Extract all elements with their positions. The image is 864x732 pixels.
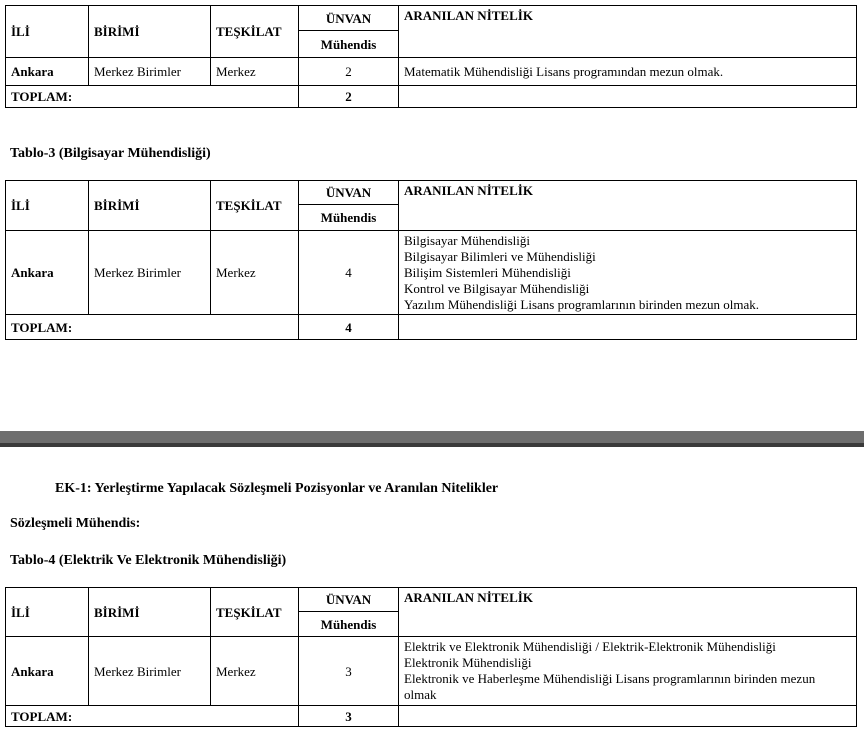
- header-teskilat: TEŞKİLAT: [211, 6, 299, 58]
- total-label: TOPLAM:: [6, 86, 299, 108]
- table-2: [5, 180, 857, 340]
- header-aranilan-nitelik: ARANILAN NİTELİK: [399, 6, 857, 58]
- nitelik-line: Yazılım Mühendisliği Lisans programlarının birinden mezun olmak.: [404, 296, 760, 312]
- table-1: [5, 5, 857, 108]
- cell-count: 4: [299, 231, 399, 315]
- header-ili: İLİ: [6, 6, 89, 58]
- section-subtitle: Sözleşmeli Mühendis:: [10, 516, 141, 531]
- cell-ili: Ankara: [6, 637, 89, 706]
- header-ili: İLİ: [6, 181, 89, 231]
- table-2-title: Tablo-3 (Bilgisayar Mühendisliği): [10, 146, 211, 161]
- nitelik-line: Elektronik ve Haberleşme Mühendisliği Lisans programlarının birinden mezun: [404, 671, 816, 686]
- cell-teskilat: Merkez: [211, 58, 299, 86]
- total-label: TOPLAM:: [6, 706, 299, 727]
- table-3: [5, 587, 857, 727]
- total-empty: [399, 86, 857, 108]
- cell-birimi: Merkez Birimler: [89, 637, 211, 706]
- cell-ili: Ankara: [6, 58, 89, 86]
- total-empty: [399, 706, 857, 727]
- nitelik-line: Kontrol ve Bilgisayar Mühendisliği: [404, 280, 590, 296]
- total-label: TOPLAM:: [6, 315, 299, 340]
- cell-birimi: Merkez Birimler: [89, 58, 211, 86]
- section-title: EK-1: Yerleştirme Yapılacak Sözleşmeli Pozisyonlar ve Aranılan Nitelikler: [55, 481, 499, 496]
- header-muhendis: Mühendis: [299, 205, 399, 231]
- header-teskilat: TEŞKİLAT: [211, 181, 299, 231]
- table-3-title: Tablo-4 (Elektrik Ve Elektronik Mühendisliği): [10, 553, 287, 568]
- page-break-band-shadow: [0, 443, 864, 447]
- header-aranilan-nitelik: ARANILAN NİTELİK: [399, 181, 857, 231]
- cell-birimi: Merkez Birimler: [89, 231, 211, 315]
- cell-nitelik: [399, 231, 857, 315]
- header-aranilan-nitelik: ARANILAN NİTELİK: [399, 588, 857, 637]
- header-birimi: BİRİMİ: [89, 588, 211, 637]
- total-value: 4: [299, 315, 399, 340]
- header-birimi: BİRİMİ: [89, 6, 211, 58]
- nitelik-line: Elektrik ve Elektronik Mühendisliği / Elektrik-Elektronik Mühendisliği: [404, 639, 776, 654]
- header-birimi: BİRİMİ: [89, 181, 211, 231]
- nitelik-line: Elektronik Mühendisliği: [404, 655, 532, 670]
- nitelik-line: Bilgisayar Bilimleri ve Mühendisliği: [404, 248, 596, 264]
- total-empty: [399, 315, 857, 340]
- cell-nitelik: [399, 637, 857, 706]
- nitelik-line: Bilişim Sistemleri Mühendisliği: [404, 264, 571, 280]
- header-unvan: ÜNVAN: [299, 181, 399, 205]
- header-muhendis: Mühendis: [299, 612, 399, 637]
- header-unvan: ÜNVAN: [299, 588, 399, 612]
- nitelik-line: Matematik Mühendisliği Lisans programından mezun olmak.: [404, 63, 724, 79]
- cell-count: 2: [299, 58, 399, 86]
- cell-count: 3: [299, 637, 399, 706]
- nitelik-line: olmak: [404, 687, 437, 702]
- total-value: 2: [299, 86, 399, 108]
- header-muhendis: Mühendis: [299, 31, 399, 58]
- header-teskilat: TEŞKİLAT: [211, 588, 299, 637]
- nitelik-line: Bilgisayar Mühendisliği: [404, 232, 531, 248]
- header-unvan: ÜNVAN: [299, 6, 399, 31]
- cell-ili: Ankara: [6, 231, 89, 315]
- total-value: 3: [299, 706, 399, 727]
- header-ili: İLİ: [6, 588, 89, 637]
- cell-teskilat: Merkez: [211, 637, 299, 706]
- cell-nitelik: [399, 58, 857, 86]
- cell-teskilat: Merkez: [211, 231, 299, 315]
